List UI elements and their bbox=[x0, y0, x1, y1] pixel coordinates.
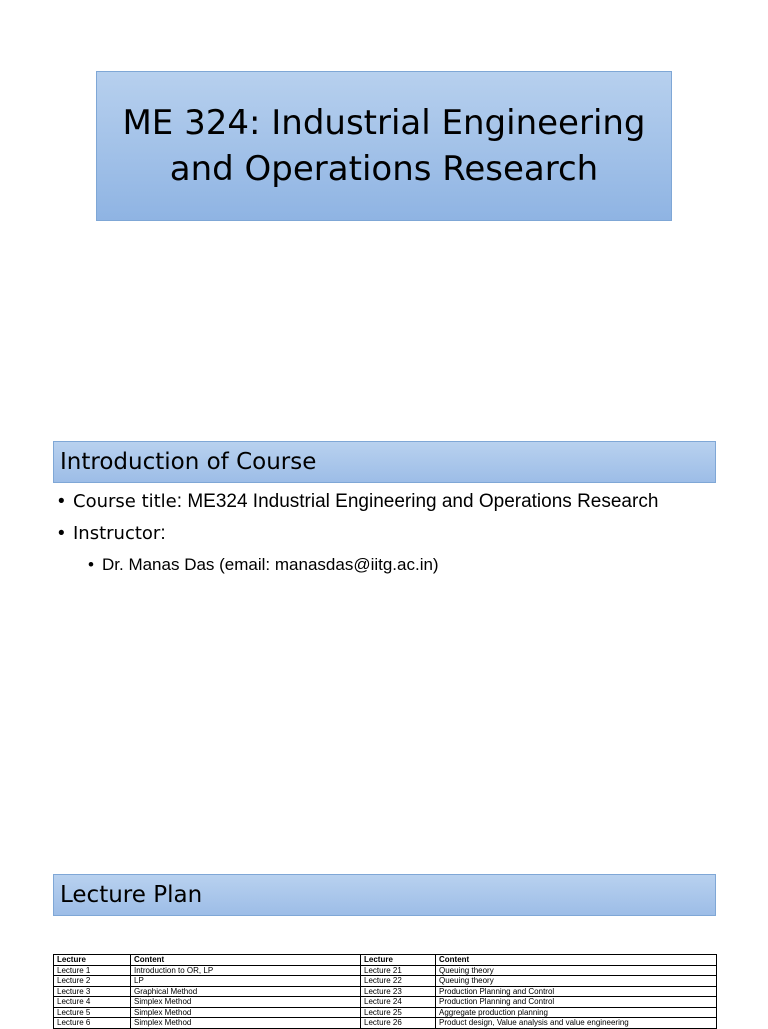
table-cell: Lecture 3 bbox=[54, 986, 131, 997]
table-cell: Graphical Method bbox=[131, 986, 361, 997]
intro-heading: Introduction of Course bbox=[60, 449, 317, 475]
table-cell: Simplex Method bbox=[131, 1018, 361, 1029]
table-cell: Introduction to OR, LP bbox=[131, 965, 361, 976]
instructor-suffix: : bbox=[160, 523, 166, 544]
header-cell: Content bbox=[436, 955, 717, 966]
table-cell: Lecture 1 bbox=[54, 965, 131, 976]
table-row bbox=[54, 965, 717, 976]
table-cell: Lecture 25 bbox=[361, 1007, 436, 1018]
header-cell: Lecture bbox=[361, 955, 436, 966]
table-cell: Aggregate production planning bbox=[436, 1007, 717, 1018]
table-row bbox=[54, 1018, 717, 1029]
table-cell: Lecture 6 bbox=[54, 1018, 131, 1029]
slide1-title-box bbox=[96, 71, 672, 221]
instructor-bullet bbox=[58, 522, 698, 546]
lecture-plan-heading-bar bbox=[53, 874, 716, 916]
table-cell: Lecture 21 bbox=[361, 965, 436, 976]
table-cell: Lecture 24 bbox=[361, 997, 436, 1008]
table-cell: Lecture 26 bbox=[361, 1018, 436, 1029]
intro-heading-bar bbox=[53, 441, 716, 483]
instructor-label: Instructor bbox=[73, 523, 161, 544]
instructor-detail-bullet bbox=[58, 554, 698, 576]
course-title-label: Course title bbox=[73, 491, 177, 512]
table-header-row bbox=[54, 955, 717, 966]
instructor-detail: Dr. Manas Das (email: manasdas@iitg.ac.in) bbox=[102, 555, 439, 574]
slide1-title: ME 324: Industrial Engineering and Operations Research bbox=[122, 103, 646, 189]
table-row bbox=[54, 986, 717, 997]
intro-bullets bbox=[58, 490, 698, 576]
table-cell: Simplex Method bbox=[131, 997, 361, 1008]
table-row bbox=[54, 976, 717, 987]
table-cell: Queuing theory bbox=[436, 976, 717, 987]
table-cell: Lecture 2 bbox=[54, 976, 131, 987]
table-cell: LP bbox=[131, 976, 361, 987]
header-cell: Content bbox=[131, 955, 361, 966]
header-cell: Lecture bbox=[54, 955, 131, 966]
lecture-plan-heading: Lecture Plan bbox=[60, 882, 203, 908]
table-cell: Production Planning and Control bbox=[436, 986, 717, 997]
course-title-bullet bbox=[58, 490, 698, 514]
course-title-value: : ME324 Industrial Engineering and Operations Research bbox=[176, 491, 659, 512]
table-cell: Product design, Value analysis and value engineering bbox=[436, 1018, 717, 1029]
table-cell: Queuing theory bbox=[436, 965, 717, 976]
table-cell: Lecture 23 bbox=[361, 986, 436, 997]
table-cell: Lecture 5 bbox=[54, 1007, 131, 1018]
table-cell: Simplex Method bbox=[131, 1007, 361, 1018]
lecture-plan-table bbox=[53, 954, 717, 1029]
table-row bbox=[54, 1007, 717, 1018]
table-cell: Production Planning and Control bbox=[436, 997, 717, 1008]
table-cell: Lecture 22 bbox=[361, 976, 436, 987]
table-cell: Lecture 4 bbox=[54, 997, 131, 1008]
table-row bbox=[54, 997, 717, 1008]
